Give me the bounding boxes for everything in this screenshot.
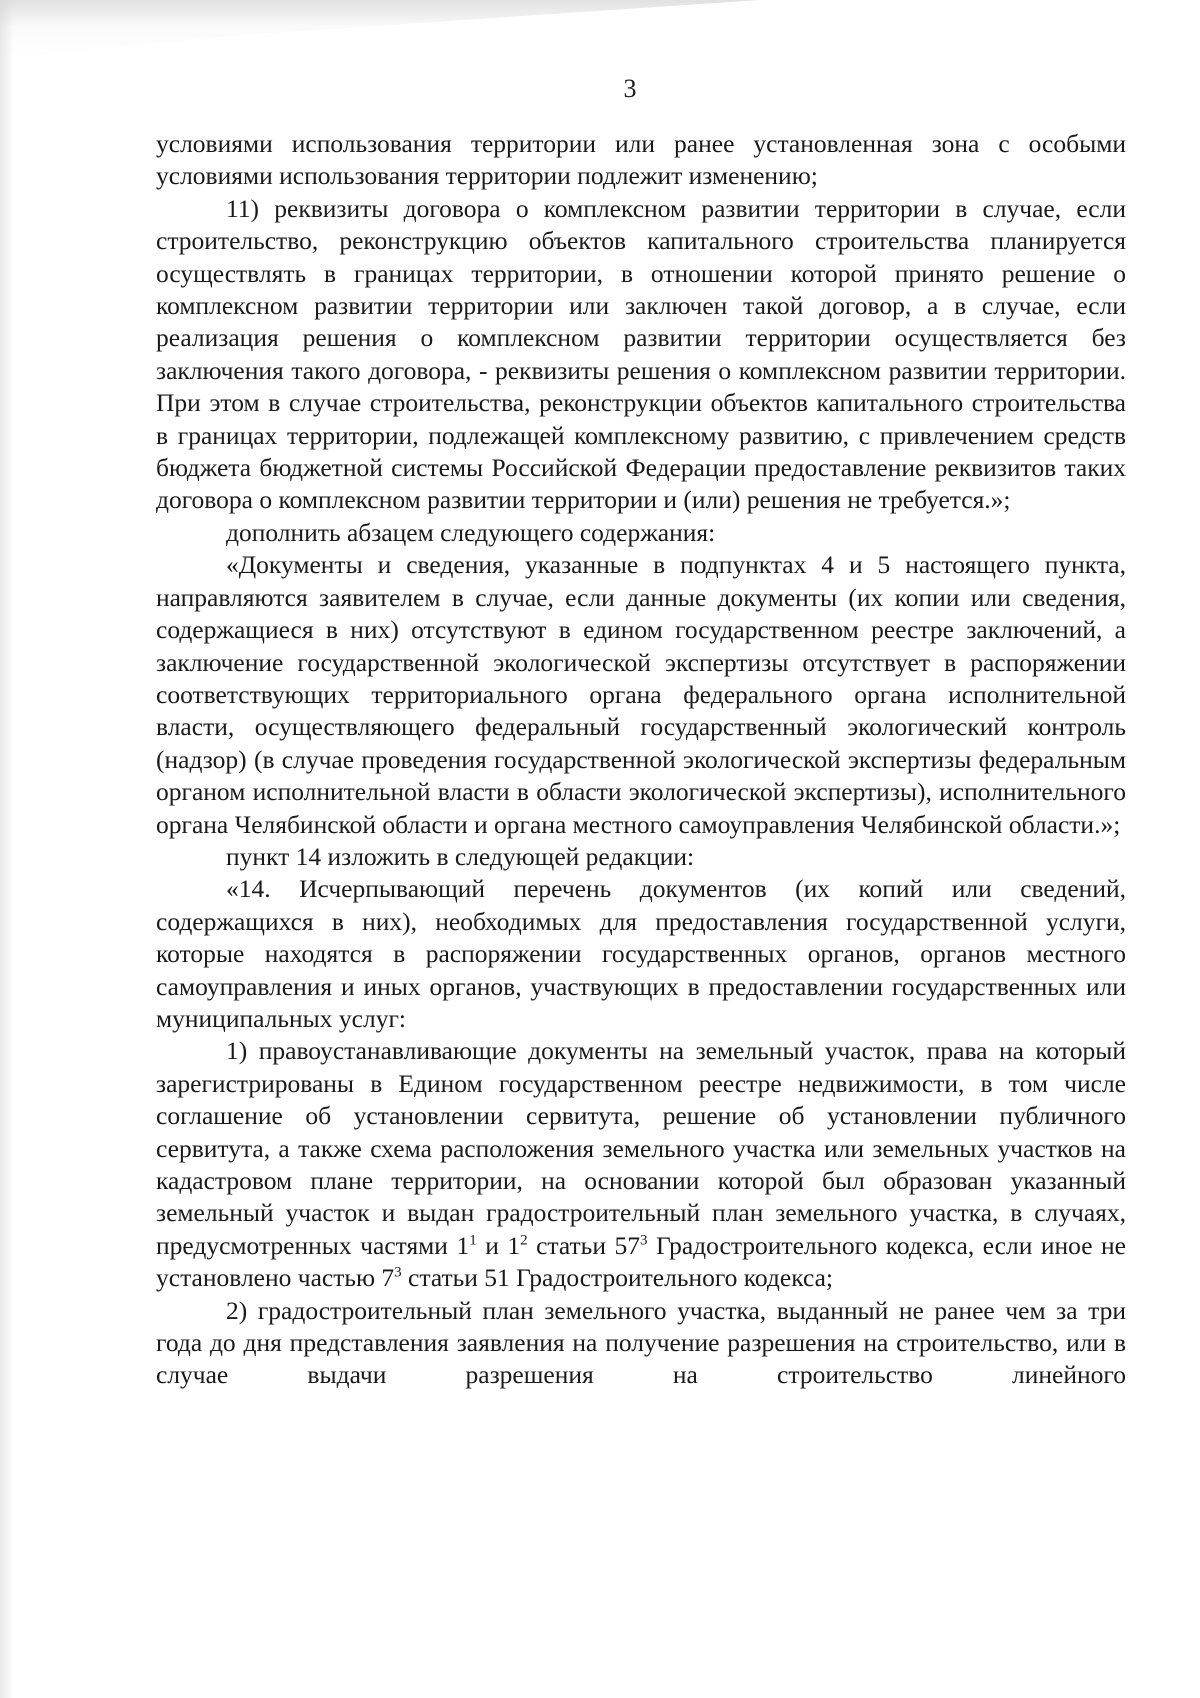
scan-edge: [0, 0, 14, 1698]
paragraph-continuation: условиями использования территории или ранее установленная зона с особыми условиями использования территории подлежит изменению;: [156, 129, 1126, 191]
paragraph-subitem-1: [156, 1035, 1126, 1294]
scan-shadow: [0, 0, 760, 60]
superscript: 1: [469, 1232, 477, 1249]
paragraph-item-14: «14. Исчерпывающий перечень документов (их копий или сведений, содержащихся в них), необходимых для предоставления государственной услуги, которые находятся в распоряжении государственных органов, органов местного самоуправления и иных органов, участвующих в предоставлении государственных или муниципальных услуг:: [156, 874, 1126, 1033]
subitem-1-text: Градостроительного кодекса, если иное не установлено частью 7: [156, 1230, 1126, 1293]
paragraph-subitem-2: 2) градостроительный план земельного участка, выданный не ранее чем за три года до дня представления заявления на получение разрешения на строительство, или в случае выдачи разрешения на строительство линейного: [156, 1295, 1126, 1390]
superscript: 3: [394, 1264, 402, 1281]
subitem-1-text: статьи 57: [527, 1230, 640, 1260]
paragraph-instruction-14: пункт 14 изложить в следующей редакции:: [226, 841, 695, 871]
paragraph-instruction: дополнить абзацем следующего содержания:: [226, 517, 716, 547]
paragraph-insert: «Документы и сведения, указанные в подпунктах 4 и 5 настоящего пункта, направляются заявителем в случае, если данные документы (их копии или сведения, содержащиеся в них) отсутствуют в едином государственном реестре заключений, а заключение государственной экологической экспертизы отсутствует в распоряжении соответствующих территориального органа федерального органа исполнительной власти, осуществляющего федеральный государственный экологический контроль (надзор) (в случае проведения государственной экологической экспертизы федеральным органом исполнительной власти в области экологической экспертизы), исполнительного органа Челябинской области и органа местного самоуправления Челябинской области.»;: [156, 550, 1126, 839]
subitem-1-text: и 1: [476, 1230, 521, 1260]
page-number: 3: [623, 74, 637, 103]
superscript: 3: [639, 1232, 648, 1249]
subitem-1-text: 1) правоустанавливающие документы на земельный участок, права на который зарегистрированы в Едином государственном реестре недвижимости, в том числе соглашение об установлении сервитута, решение об установлении публичного сервитута, а также схема расположения земельного участка или земельных участков на кадастровом плане территории, на основании которой был образован указанный земельный участок и выдан градостроительный план земельного участка, в случаях, предусмотренных частями 1: [156, 1036, 1126, 1260]
superscript: 2: [520, 1232, 528, 1249]
paragraph-item-11: 11) реквизиты договора о комплексном развитии территории в случае, если строительство, реконструкцию объектов капитального строительства планируется осуществлять в границах территории, в отношении которой принято решение о комплексном развитии территории или заключен такой договор, а в случае, если реализация решения о комплексном развитии территории осуществляется без заключения такого договора, - реквизиты решения о комплексном развитии территории. При этом в случае строительства, реконструкции объектов капитального строительства в границах территории, подлежащей комплексному развитию, с привлечением средств бюджета бюджетной системы Российской Федерации предоставление реквизитов таких договора о комплексном развитии территории и (или) решения не требуется.»;: [156, 193, 1126, 515]
document-body: [156, 128, 1126, 1392]
subitem-1-text: статьи 51 Градостроительного кодекса;: [401, 1263, 833, 1293]
